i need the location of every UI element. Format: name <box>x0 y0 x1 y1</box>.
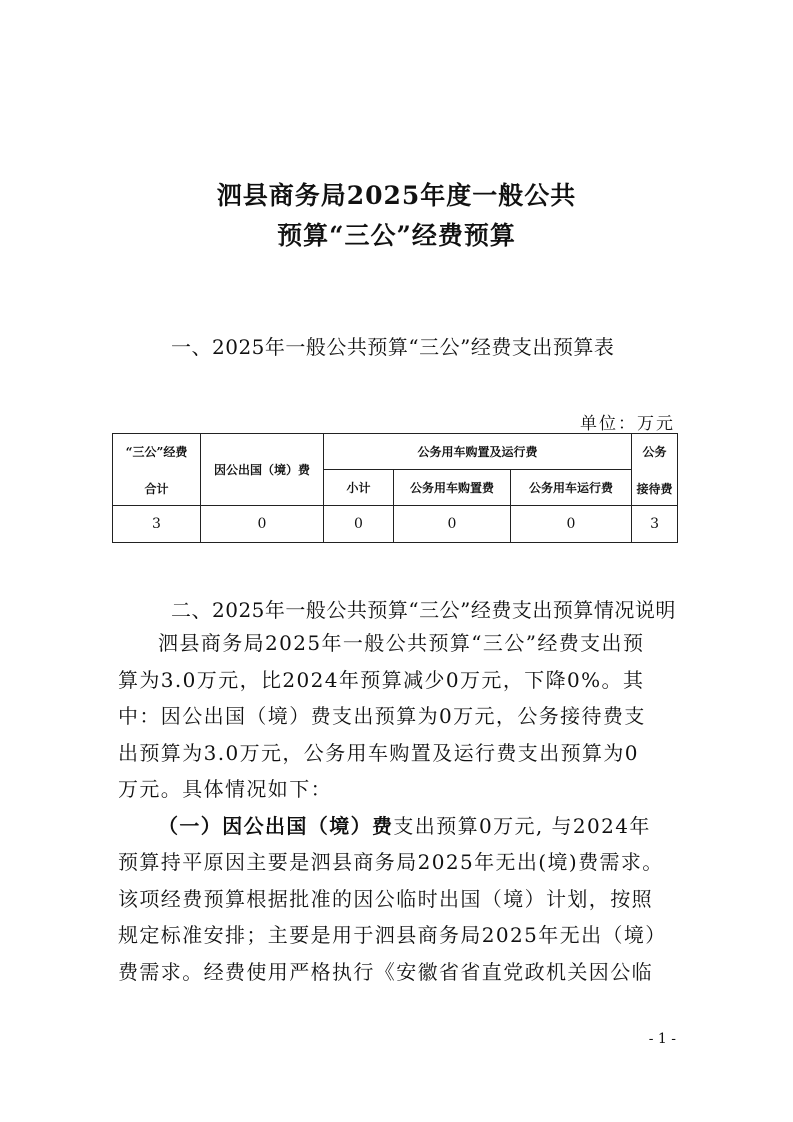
header-vehicle-running: 公务用车运行费 <box>511 470 632 506</box>
body-line: 万元。具体情况如下： <box>118 777 332 801</box>
cell-reception: 3 <box>632 506 678 543</box>
document-title-line-1: 泗县商务局2025年度一般公共 <box>216 181 577 210</box>
body-line: 出预算为3.0万元，公务用车购置及运行费支出预算为0 <box>118 740 639 765</box>
section-2-heading: 二、2025年一般公共预算“三公”经费支出预算情况说明 <box>171 598 676 622</box>
header-reception-top: 公务 <box>642 444 667 459</box>
body-line: 算为3.0万元，比2024年预算减少0万元，下降0%。其 <box>118 667 645 692</box>
subsection-1-first-text: 支出预算0万元, 与2024年 <box>393 813 651 838</box>
header-total-top: “三公”经费 <box>125 444 188 459</box>
body-line: 该项经费预算根据批准的因公临时出国（境）计划，按照 <box>118 886 653 911</box>
header-total-bottom: 合计 <box>144 481 169 496</box>
unit-label: 单位：万元 <box>580 414 675 434</box>
page-number: - 1 - <box>648 1031 676 1047</box>
cell-subtotal: 0 <box>324 506 394 543</box>
document-title-line-2: 预算“三公”经费预算 <box>277 221 516 250</box>
table-row <box>113 506 678 543</box>
cell-abroad: 0 <box>201 506 324 543</box>
body-text <box>118 625 678 990</box>
section-1-heading: 一、2025年一般公共预算“三公”经费支出预算表 <box>171 335 615 359</box>
budget-table <box>112 433 678 543</box>
cell-vehicle-running: 0 <box>511 506 632 543</box>
header-vehicle-purchase: 公务用车购置费 <box>394 470 511 506</box>
body-line: 费需求。经费使用严格执行《安徽省省直党政机关因公临 <box>118 959 653 984</box>
cell-vehicle-purchase: 0 <box>394 506 511 543</box>
header-reception-bottom: 接待费 <box>636 481 673 496</box>
subsection-1-first-line <box>118 808 678 845</box>
header-total <box>113 434 201 506</box>
body-line: 规定标准安排；主要是用于泗县商务局2025年无出（境） <box>118 923 667 947</box>
body-line: 预算持平原因主要是泗县商务局2025年无出(境)费需求。 <box>118 850 664 874</box>
header-vehicle-group: 公务用车购置及运行费 <box>324 434 632 470</box>
header-reception <box>632 434 678 506</box>
cell-total: 3 <box>113 506 201 543</box>
body-line: 中：因公出国（境）费支出预算为0万元，公务接待费支 <box>118 704 646 728</box>
header-subtotal: 小计 <box>324 470 394 506</box>
subsection-1-heading: （一）因公出国（境）费 <box>158 813 394 838</box>
header-abroad: 因公出国（境）费 <box>201 434 324 506</box>
body-line: 泗县商务局2025年一般公共预算“三公”经费支出预 <box>158 631 645 655</box>
